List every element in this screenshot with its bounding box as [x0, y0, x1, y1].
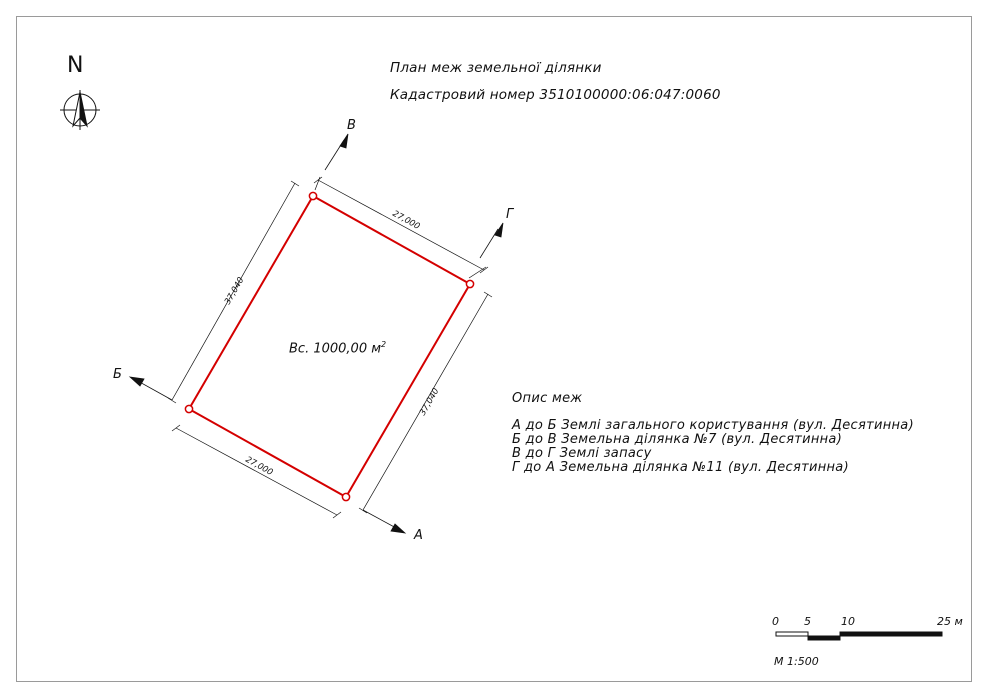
area-unit-exponent: 2 — [381, 340, 387, 349]
corner-label-b: Б — [113, 367, 122, 382]
legend-item: А до Б Землі загального користування (вул. Десятинна) — [512, 418, 914, 433]
vertex-marker — [342, 493, 349, 500]
cadastral-number: Кадастровий номер 3510100000:06:047:0060 — [390, 87, 721, 103]
corner-label-a: А — [414, 528, 423, 543]
legend-item: В до Г Землі запасу — [512, 446, 652, 461]
scale-bar — [772, 615, 963, 640]
direction-arrow-g — [495, 223, 503, 237]
dimension-line-top — [318, 180, 484, 270]
boundary-description — [512, 392, 914, 475]
scale-tick-10: 10 — [841, 615, 855, 628]
plan-title: План меж земельної ділянки — [390, 60, 602, 76]
north-label: N — [67, 53, 84, 78]
corner-label-v: В — [347, 118, 356, 133]
legend-heading: Опис меж — [512, 391, 583, 406]
scale-caption: М 1:500 — [774, 655, 819, 668]
vertex-marker — [185, 405, 192, 412]
area-label — [289, 340, 386, 356]
dimension-label-left: 37,040 — [222, 275, 247, 307]
area-value: Вс. 1000,00 м — [289, 341, 382, 357]
corner-label-g: Г — [506, 207, 514, 222]
vertex-marker — [309, 192, 316, 199]
vertex-marker — [466, 280, 473, 287]
scale-tick-25: 25 м — [937, 615, 963, 628]
direction-arrow-a — [391, 524, 405, 533]
dimension-label-bottom: 27,000 — [243, 454, 275, 479]
dimension-line-bottom — [176, 428, 337, 515]
dimension-label-right: 37,040 — [417, 386, 442, 418]
direction-arrow-b — [130, 377, 144, 386]
legend-item: Г до А Земельна ділянка №11 (вул. Десятинна) — [512, 460, 849, 475]
scale-tick-5: 5 — [804, 615, 811, 628]
legend-item: Б до В Земельна ділянка №7 (вул. Десятинна) — [512, 432, 843, 447]
direction-arrow-v — [340, 134, 348, 148]
dimension-label-top: 27,000 — [390, 208, 422, 233]
north-arrow-icon — [60, 90, 100, 130]
scale-tick-0: 0 — [772, 615, 779, 628]
